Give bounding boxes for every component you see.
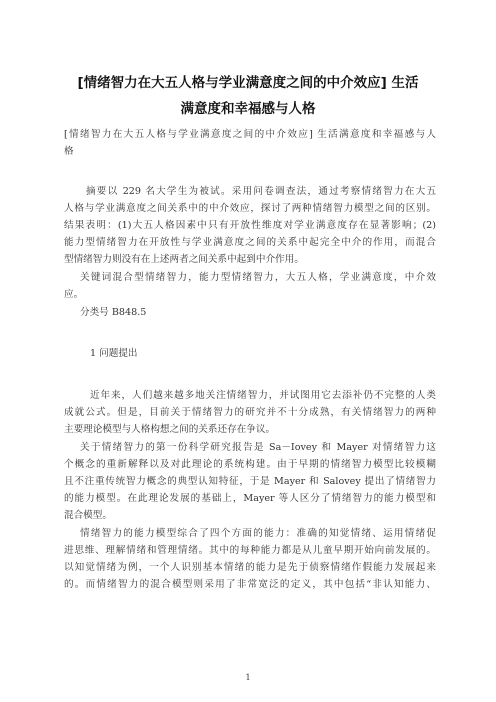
keywords-line-1: 关键词混合型情绪智力，能力型情绪智力，大五人格，学业满意度，中介效 [80, 272, 436, 283]
keywords-line-2: 应。 [64, 289, 84, 300]
para2-line-3: 且不注重传统智力概念的典型认知特征，于是 Mayer 和 Salovey 提出了情绪智力 [64, 476, 436, 487]
header-ref-line-2: 格 [64, 146, 74, 157]
page-number: 1 [245, 673, 251, 682]
abstract-line-4: 能力型情绪智力在开放性与学业满意度之间的关系中起完全中介的作用，而混合 [64, 237, 436, 248]
para1-line-1: 近年来，人们越来越多地关注情绪智力，并试图用它去添补仍不完整的人类 [90, 390, 436, 401]
para2-line-5: 混合模型。 [64, 510, 112, 521]
document-title-line-1: [情绪智力在大五人格与学业满意度之间的中介效应] 生活 [77, 75, 419, 91]
para2-line-2: 个概念的重新解释以及对此理论的系统构建。由于早期的情绪智力模型比较模糊 [64, 459, 436, 470]
document-title-line-2: 满意度和幸福感与人格 [180, 101, 316, 117]
header-ref-line-1: [情绪智力在大五人格与学业满意度之间的中介效应] 生活满意度和幸福感与人 [64, 129, 436, 140]
para1-line-3: 主要理论模型与人格构想之间的关系还存在争议。 [64, 424, 276, 435]
abstract-line-3: 结果表明：(1)大五人格因素中只有开放性维度对学业满意度存在显著影响；(2) [64, 220, 436, 231]
classification-number: 分类号 B848.5 [80, 307, 147, 318]
para3-line-2: 进思维、理解情绪和管理情绪。其中的每种能力都是从儿童早期开始向前发展的。 [64, 545, 436, 556]
para1-line-2: 成就公式。但是，目前关于情绪智力的研究并不十分成熟，有关情绪智力的两种 [64, 407, 436, 418]
para3-line-3: 以知觉情绪为例，一个人识别基本情绪的能力是先于侦察情绪作假能力发展起来 [64, 562, 436, 573]
abstract-line-5: 型情绪智力则没有在上述两者之间关系中起到中介作用。 [64, 254, 304, 265]
abstract-line-2: 人格与学业满意度之间关系中的中介效应，探讨了两种情绪智力模型之间的区别。 [64, 203, 436, 214]
para2-line-4: 的能力模型。在此理论发展的基础上，Mayer 等人区分了情绪智力的能力模型和 [64, 493, 436, 504]
section-heading: 1 问题提出 [90, 348, 138, 359]
para3-line-4: 的。而情绪智力的混合模型则采用了非常宽泛的定义，其中包括“非认知能力、 [64, 579, 436, 590]
para2-line-1: 关于情绪智力的第一份科学研究报告是 Sa－Iovey 和 Mayer 对情绪智力这 [80, 442, 436, 453]
abstract-line-1: 摘要以 229 名大学生为被试。采用问卷调查法，通过考察情绪智力在大五 [86, 186, 436, 197]
para3-line-1: 情绪智力的能力模型综合了四个方面的能力：准确的知觉情绪、运用情绪促 [80, 528, 436, 539]
